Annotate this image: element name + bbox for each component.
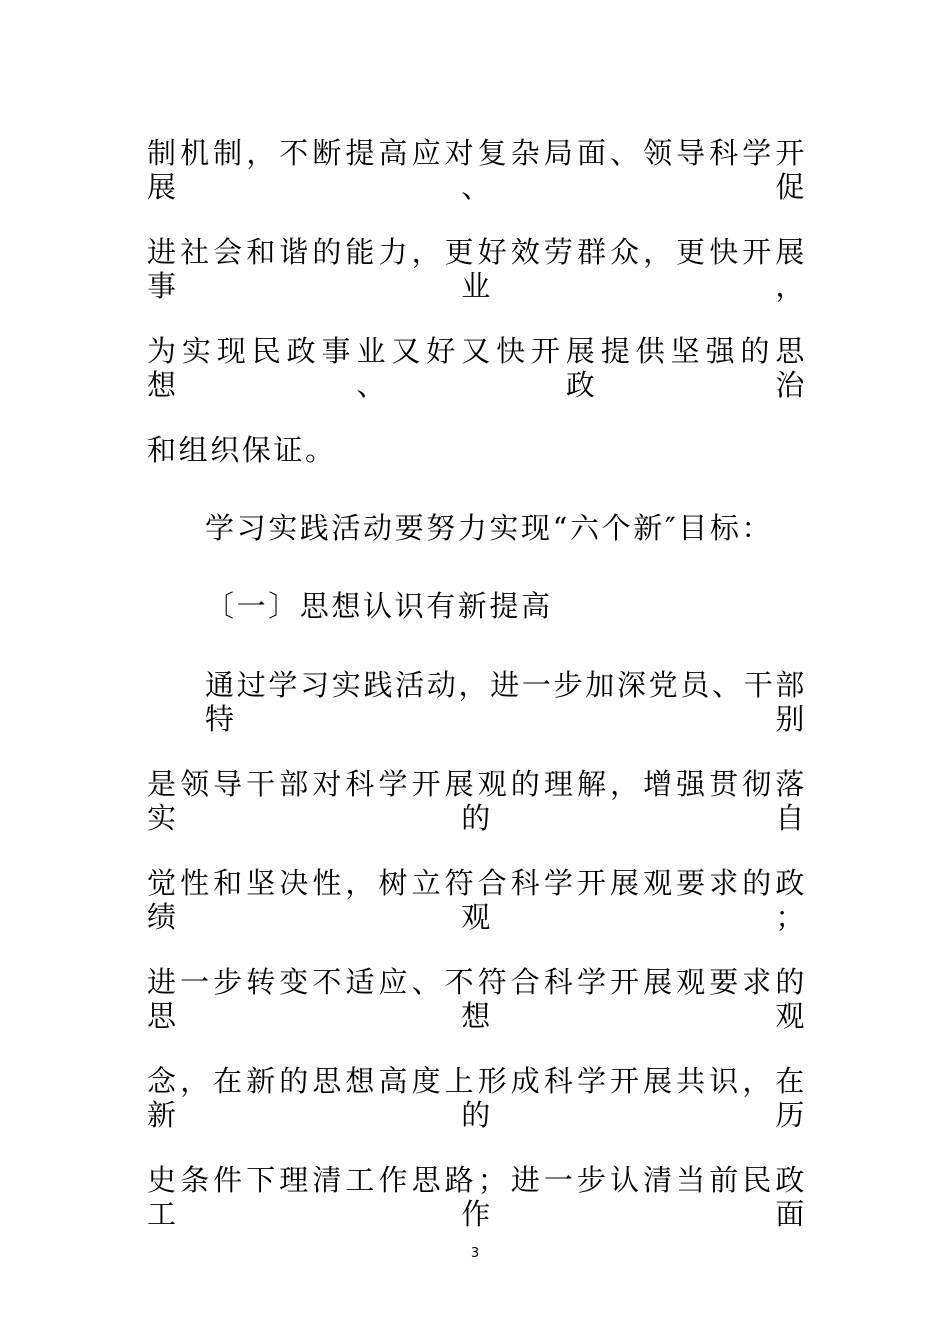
- body-text-line: 觉性和坚决性，树立符合科学开展观要求的政绩观；: [147, 866, 807, 934]
- section-heading: 〔一〕思想认识有新提高: [205, 589, 553, 623]
- body-text-line: 和组织保证。: [147, 433, 337, 467]
- body-text-line: 为实现民政事业又好又快开展提供坚强的思想、政治: [147, 334, 807, 402]
- body-text-line: 念，在新的思想高度上形成科学开展共识，在新的历: [147, 1064, 807, 1132]
- page-number: 3: [470, 1246, 480, 1261]
- body-text-line: 制机制，不断提高应对复杂局面、领导科学开展、促: [147, 136, 807, 204]
- body-text-line: 学习实践活动要努力实现“六个新″目标：: [205, 511, 774, 545]
- body-text-line: 进社会和谐的能力，更好效劳群众，更快开展事业，: [147, 235, 807, 303]
- body-text-line: 通过学习实践活动，进一步加深党员、干部特别: [205, 668, 807, 736]
- body-text-line: 史条件下理清工作思路；进一步认清当前民政工作面: [147, 1163, 807, 1231]
- body-text-line: 是领导干部对科学开展观的理解，增强贯彻落实的自: [147, 767, 807, 835]
- body-text-line: 进一步转变不适应、不符合科学开展观要求的思想观: [147, 965, 807, 1033]
